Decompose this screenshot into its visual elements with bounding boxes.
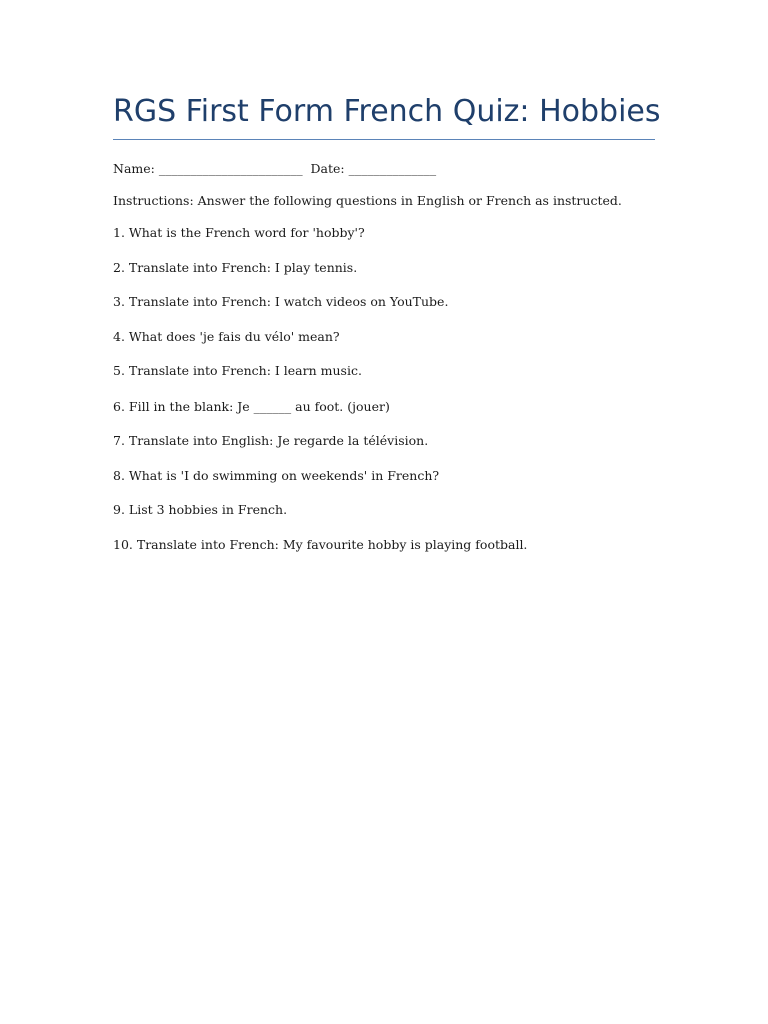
question-item: 5. Translate into French: I learn music. <box>113 363 362 378</box>
question-item: 9. List 3 hobbies in French. <box>113 502 288 517</box>
question-item: 7. Translate into English: Je regarde la télévision. <box>113 433 429 448</box>
question-item: 6. Fill in the blank: Je ______ au foot. (jouer) <box>113 399 390 414</box>
question-item: 3. Translate into French: I watch videos on YouTube. <box>113 294 449 309</box>
instructions-text: Instructions: Answer the following questions in English or French as instructed. <box>113 193 622 208</box>
question-item: 2. Translate into French: I play tennis. <box>113 260 358 275</box>
title-underline-rule <box>113 139 655 140</box>
question-item: 8. What is 'I do swimming on weekends' in French? <box>113 468 440 483</box>
question-item: 1. What is the French word for 'hobby'? <box>113 225 365 240</box>
question-item: 10. Translate into French: My favourite hobby is playing football. <box>113 537 528 552</box>
page-title: RGS First Form French Quiz: Hobbies <box>113 94 661 129</box>
name-date-line: Name: _______________________ Date: ______________ <box>113 161 437 176</box>
question-item: 4. What does 'je fais du vélo' mean? <box>113 329 340 344</box>
